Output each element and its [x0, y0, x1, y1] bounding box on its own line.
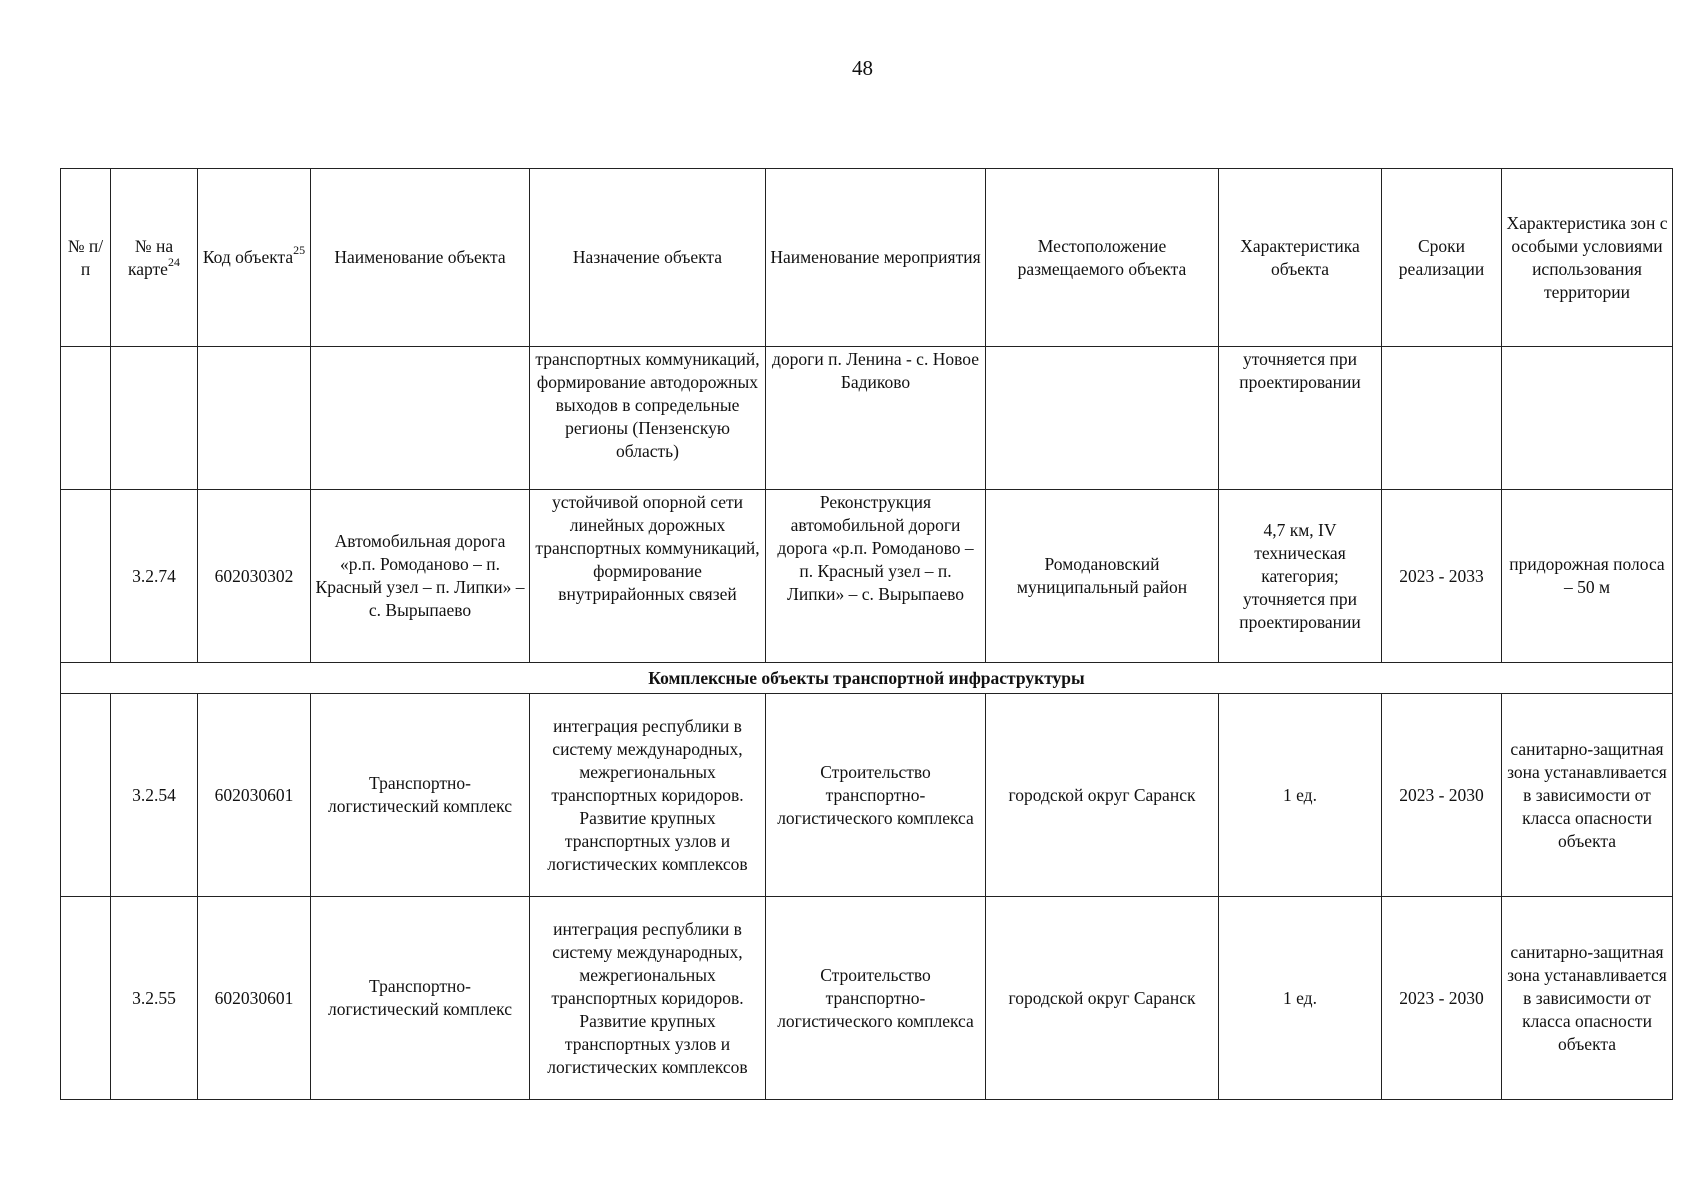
- col-header-code: Код объекта$^{25}$: [198, 169, 311, 347]
- col-header-event: Наименование мероприятия: [766, 169, 986, 347]
- table-row: [61, 694, 1673, 897]
- cell-event: Реконструкция автомобильной дороги дорога «р.п. Ромоданово – п. Красный узел – п. Липки» – с. Вырыпаево: [766, 490, 986, 663]
- objects-table: [60, 168, 1673, 1100]
- cell-event: Строительство транспортно-логистического комплекса: [766, 694, 986, 897]
- cell-map-no: 3.2.54: [111, 694, 198, 897]
- cell-purpose: транспортных коммуникаций, формирование автодорожных выходов в сопредельные регионы (Пензенскую область): [530, 347, 766, 490]
- cell-characteristic: уточняется при проектировании: [1219, 347, 1382, 490]
- cell-name: Транспортно-логистический комплекс: [311, 694, 530, 897]
- cell-period: 2023 - 2033: [1382, 490, 1502, 663]
- cell-map-no: [111, 347, 198, 490]
- cell-zones: [1502, 347, 1673, 490]
- cell-name: Автомобильная дорога «р.п. Ромоданово – п. Красный узел – п. Липки» – с. Вырыпаево: [311, 490, 530, 663]
- header-row: [61, 169, 1673, 347]
- cell-location: городской округ Саранск: [986, 694, 1219, 897]
- table-row: [61, 490, 1673, 663]
- cell-characteristic: 4,7 км, IV техническая категория; уточняется при проектировании: [1219, 490, 1382, 663]
- cell-location: Ромодановский муниципальный район: [986, 490, 1219, 663]
- cell-event: Строительство транспортно-логистического комплекса: [766, 897, 986, 1100]
- section-header-row: [61, 663, 1673, 694]
- cell-zones: санитарно-защитная зона устанавливается в зависимости от класса опасности объекта: [1502, 897, 1673, 1100]
- col-header-location: Местоположение размещаемого объекта: [986, 169, 1219, 347]
- cell-map-no: 3.2.55: [111, 897, 198, 1100]
- cell-code: 602030302: [198, 490, 311, 663]
- col-header-characteristic: Характеристика объекта: [1219, 169, 1382, 347]
- cell-num: [61, 694, 111, 897]
- cell-location: городской округ Саранск: [986, 897, 1219, 1100]
- cell-location: [986, 347, 1219, 490]
- cell-purpose: интеграция республики в систему международных, межрегиональных транспортных коридоров. Развитие крупных транспортных узлов и логистических комплексов: [530, 897, 766, 1100]
- cell-zones: санитарно-защитная зона устанавливается в зависимости от класса опасности объекта: [1502, 694, 1673, 897]
- cell-purpose: интеграция республики в систему международных, межрегиональных транспортных коридоров. Развитие крупных транспортных узлов и логистических комплексов: [530, 694, 766, 897]
- cell-map-no: 3.2.74: [111, 490, 198, 663]
- col-header-name: Наименование объекта: [311, 169, 530, 347]
- cell-num: [61, 897, 111, 1100]
- cell-purpose: устойчивой опорной сети линейных дорожных транспортных коммуникаций, формирование внутрирайонных связей: [530, 490, 766, 663]
- col-header-map-no: № на карте$^{24}$: [111, 169, 198, 347]
- col-header-num: № п/п: [61, 169, 111, 347]
- cell-num: [61, 490, 111, 663]
- col-header-purpose: Назначение объекта: [530, 169, 766, 347]
- cell-zones: придорожная полоса – 50 м: [1502, 490, 1673, 663]
- cell-period: 2023 - 2030: [1382, 694, 1502, 897]
- cell-code: 602030601: [198, 694, 311, 897]
- cell-name: [311, 347, 530, 490]
- page-number: 48: [852, 56, 873, 80]
- cell-period: 2023 - 2030: [1382, 897, 1502, 1100]
- col-header-period: Сроки реализации: [1382, 169, 1502, 347]
- col-header-zones: Характеристика зон с особыми условиями использования территории: [1502, 169, 1673, 347]
- cell-code: 602030601: [198, 897, 311, 1100]
- cell-event: дороги п. Ленина - с. Новое Бадиково: [766, 347, 986, 490]
- section-title: Комплексные объекты транспортной инфраструктуры: [61, 663, 1673, 694]
- cell-name: Транспортно-логистический комплекс: [311, 897, 530, 1100]
- cell-code: [198, 347, 311, 490]
- table-row: [61, 347, 1673, 490]
- cell-characteristic: 1 ед.: [1219, 897, 1382, 1100]
- cell-characteristic: 1 ед.: [1219, 694, 1382, 897]
- cell-period: [1382, 347, 1502, 490]
- cell-num: [61, 347, 111, 490]
- table-row: [61, 897, 1673, 1100]
